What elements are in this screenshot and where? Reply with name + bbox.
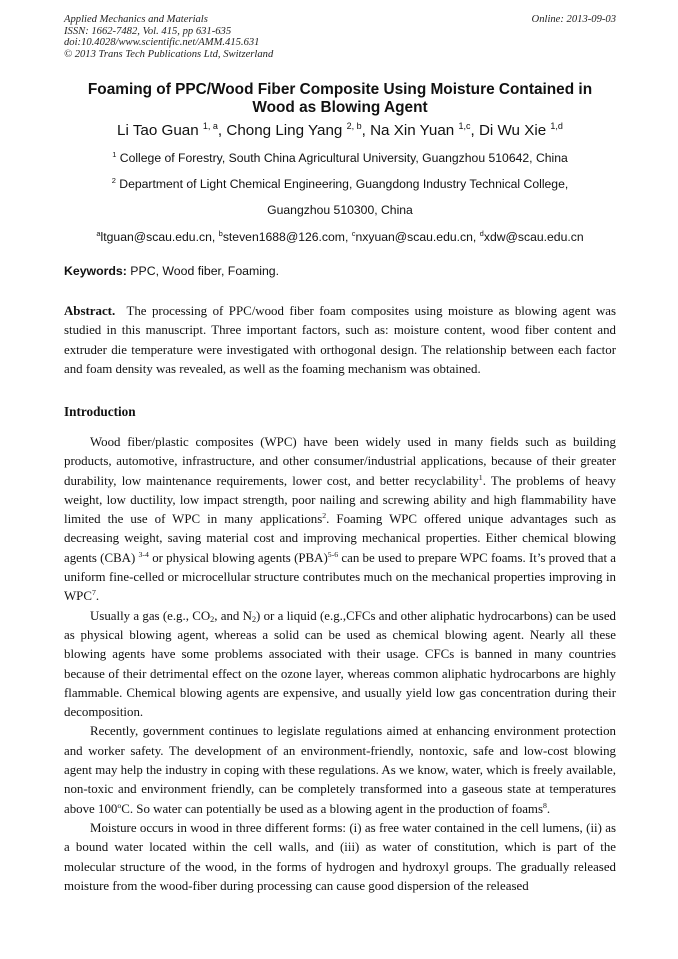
doi-line: doi:10.4028/www.scientific.net/AMM.415.631 — [64, 37, 260, 49]
email-marker: b — [218, 229, 223, 238]
email-marker: a — [96, 229, 101, 238]
superscript: 1 — [478, 472, 483, 482]
superscript: 5-6 — [327, 549, 339, 559]
abstract — [64, 302, 616, 379]
paper-title — [64, 81, 616, 118]
introduction-body — [64, 433, 616, 896]
email-address: xdw@scau.edu.cn — [483, 230, 584, 244]
keywords — [64, 264, 616, 279]
superscript: 7 — [91, 588, 96, 598]
section-heading-introduction: Introduction — [64, 404, 136, 419]
email-marker: d — [479, 229, 484, 238]
superscript: o — [117, 800, 122, 810]
body-paragraph: Moisture occurs in wood in three different forms: (i) as free water contained in the cell lumens, (ii) as a bound water located within the cell walls, and (iii) as water of constitution, which is part of the molecular structure of the wood, in the forms of hydrogen and hydroxyl groups. The gradually released moisture from the wood-fiber during processing can cause good dispersion of the released — [64, 820, 616, 893]
paper-title-line-1: Foaming of PPC/Wood Fiber Composite Using Moisture Contained in — [87, 81, 593, 98]
author-affiliation-marker: 2, b — [346, 121, 362, 131]
body-paragraph: Usually a gas (e.g., $CO_2$, and $N_2$) or a liquid (e.g.,CFCs and other aliphatic hydrocarbons) can be used as physical blowing agent, whereas a solid can be used as chemical blowing agent. Nearly all these blowing agents have some problems associated with their usage. CFCs is banned in many countries because of their detrimental effect on the ozone layer, whereas common aliphatic hydrocarbons are highly flammable. Chemical blowing agents are expensive, and usually yield low gas concentration during their decomposition. — [64, 608, 616, 720]
affiliation-1 — [64, 151, 616, 166]
author-name: Di Wu Xie — [478, 122, 547, 139]
affiliation-1-marker: 1 — [112, 150, 117, 159]
affiliation-1-text: College of Forestry, South China Agricultural University, Guangzhou 510642, China — [119, 151, 568, 165]
affiliation-2-marker: 2 — [111, 176, 116, 185]
online-date: Online: 2013-09-03 — [531, 14, 616, 25]
keywords-label: Keywords: — [64, 264, 127, 278]
email-address: steven1688@126.com — [222, 230, 345, 244]
email-address: nxyuan@scau.edu.cn — [355, 230, 473, 244]
superscript: 2 — [322, 511, 327, 521]
author-affiliation-marker: 1,c — [458, 121, 471, 131]
abstract-label: Abstract. — [64, 304, 116, 318]
affiliation-2 — [64, 177, 616, 192]
superscript: 3-4 — [138, 549, 149, 559]
body-paragraph: Recently, government continues to legislate regulations aimed at enhancing environment protection and worker safety. The development of an environment-friendly, nontoxic, safe and low-cost blowing agent may help the industry in coping with these regulations. As we know, water, which is freely available, non-toxic and environment friendly, can be completely transformed into a gaseous state at temperatures above 100$^o$C. So water can potentially be used as a blowing agent in the production of foams$^8$. — [64, 724, 616, 816]
author-name: Li Tao Guan — [117, 122, 199, 139]
author-list: Li Tao Guan $^{1, a}$, Chong Ling Yang $^{2, b}$, Na Xin Yuan $^{1,c}$, Di Wu Xie $^{1,d}$ — [117, 121, 563, 139]
keywords-text: PPC, Wood fiber, Foaming. — [126, 264, 280, 278]
email-address: ltguan@scau.edu.cn — [100, 230, 212, 244]
issn-line: ISSN: 1662-7482, Vol. 415, pp 631-635 — [64, 25, 232, 37]
email-marker: c — [351, 229, 356, 238]
author-name: Chong Ling Yang — [226, 122, 343, 139]
copyright-line: © 2013 Trans Tech Publications Ltd, Switzerland — [64, 48, 274, 60]
author-affiliation-marker: 1, a — [202, 121, 218, 131]
paper-title-line-2: Wood as Blowing Agent — [252, 99, 428, 117]
subscript: 2 — [210, 614, 215, 624]
journal-name: Applied Mechanics and Materials — [64, 14, 208, 25]
affiliation-2-text: Department of Light Chemical Engineering, Guangdong Industry Technical College, — [119, 177, 569, 191]
body-paragraph: Wood fiber/plastic composites (WPC) have been widely used in many fields such as building products, automotive, infrastructure, and other consumer/industrial applications, because of their greater durability, low maintenance requirements, lower cost, and better recyclability$^1$. The problems of heavy weight, low ductility, low impact strength, poor nailing and screwing ability and high flammability have limited the use of WPC in many applications$^2$. Foaming WPC offered unique advantages such as decreasing weight, saving material cost and improving mechanical properties. Either chemical blowing agents (CBA) $^{3-4}$ or physical blowing agents (PBA)$^{5-6}$ can be used to prepare WPC foams. It’s proved that a uniform fine-celled or microcellular structure contributes much on the mechanical properties improving in WPC$^7$. — [64, 435, 617, 604]
affiliation-2-city: Guangzhou 510300, China — [267, 203, 413, 217]
abstract-text: The processing of PPC/wood fiber foam composites using moisture as blowing agent was studied in this manuscript. Three important factors, such as: moisture content, wood fiber content and extruder die temperature were investigated with orthogonal design. The relationship between each factor and foam density was revealed, as well as the foaming mechanism was obtained. — [64, 304, 616, 376]
author-affiliation-marker: 1,d — [550, 121, 563, 131]
superscript: 8 — [542, 800, 547, 810]
author-name: Na Xin Yuan — [370, 122, 455, 139]
subscript: 2 — [251, 614, 257, 624]
email-list: $^a$ltguan@scau.edu.cn, $^b$steven1688@126.com, $^c$nxyuan@scau.edu.cn, $^d$xdw@scau.edu.cn — [96, 229, 584, 244]
journal-header — [64, 14, 616, 60]
